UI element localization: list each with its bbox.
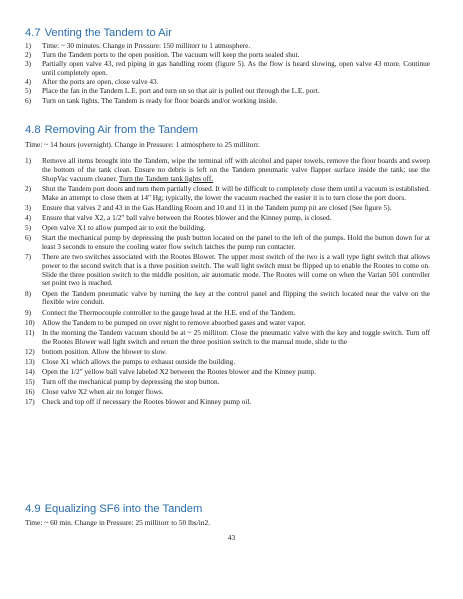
page-number: 43 [227,533,236,542]
step-number: 3) [25,202,32,212]
step-text: Connect the Thermocouple controller to the gauge head at the H.E. end of the Tandem. [42,307,296,317]
step-text: Place the fan in the Tandem L.E. port and turn on so that air is pulled out through the L.E. port. [42,86,320,96]
step-text: Allow the Tandem to be pumped on over night to remove absorbed gases and water vapor. [42,317,306,327]
step-text: Start the mechanical pump by depressing the push button located on the panel to the left of the pumps. Hold the button down for at least 3 seconds to ensure the cooling water flow switch latches the pump run contacter. [42,233,430,251]
venting-steps-list [25,42,430,106]
step-number: 2) [25,183,32,193]
step-text: Open the 1/2" yellow ball valve labeled X2 between the Rootes blower and the Kinney pump. [42,366,317,376]
section-heading-4-9 [25,503,202,516]
step-item [25,157,430,184]
section-number: 4.9 [25,503,41,515]
step-text: Ensure that valve X2, a 1/2" ball valve between the Rootes blower and the Kinney pump, is closed. [42,212,332,222]
step-item [25,358,430,367]
step-text: Turn on tank lights. The Tandem is ready for floor boards and/or working inside. [42,95,278,105]
step-number: 6) [25,95,32,105]
section-number: 4.8 [25,124,41,136]
step-text: Partially open valve 43, red piping in gas handling room (figure 5). As the flow is heard slowing, open valve 43 more. Continue until completely open. [42,59,430,78]
step-item [25,398,430,407]
section-heading-4-7 [25,27,172,40]
section-meta-4-9: Time: ~ 60 min. Change in Pressure: 25 millitorr to 50 lbs/in2. [25,518,211,527]
section-title: Removing Air from the Tandem [44,124,198,136]
step-item [25,204,430,213]
step-number: 1) [25,41,32,50]
step-number: 12) [25,346,35,356]
step-text: Shut the Tandem port doors and turn them partially closed. It will be difficult to completely close them until a vacuum is established. Make an attempt to close them at 14" Hg; typically, the lower the vacuum reached the easier it is to turn close the port doors. [42,183,430,202]
section-title: Venting the Tandem to Air [44,27,172,39]
step-item [25,234,430,252]
step-number: 11) [25,327,35,337]
section-number: 4.7 [25,27,41,39]
step-item [25,60,430,78]
step-item [25,329,430,347]
section-title: Equalizing SF6 into the Tandem [44,503,203,515]
step-text: Open the Tandem pneumatic valve by turning the key at the control panel and flipping the switch located near the valve on the flexible wire conduit. [42,288,430,307]
step-item [25,224,430,233]
step-text: There are two switches associated with the Rootes Blower. The upper most switch of the two is a wall type light switch that allows power to the second switch that is a three position switch. The wall light switch must be flipped up to enable the Rootes to come on. Slide the three position switch to the middle position, air automatic mode. The Rootes will come on when the Varian 501 controller set point two is reached. [42,251,430,288]
step-item [25,253,430,288]
step-number: 8) [25,288,32,298]
step-number: 16) [25,387,35,396]
step-text: Turn off the mechanical pump by depressing the stop button. [42,376,220,386]
step-number: 17) [25,397,35,407]
step-number: 5) [25,222,32,232]
step-text: Ensure that valves 2 and 43 in the Gas Handling Room and 10 and 11 in the Tandem pump pit are closed (See figure 5). [42,202,392,212]
step-item [25,290,430,308]
step-number: 9) [25,307,32,317]
step-underlined-note: Turn the Tandem tank lights off. [118,173,214,183]
step-item [25,319,430,328]
section-meta-4-8: Time: ~ 14 hours (overnight). Change in Pressure: 1 atmosphere to 25 millitorr. [25,140,260,149]
step-text: Time: ~ 30 minutes. Change in Pressure: 150 millitorr to 1 atmosphere. [42,41,251,50]
step-item [25,348,430,357]
step-number: 7) [25,251,32,261]
step-number: 5) [25,86,32,96]
step-text: In the morning the Tandem vacuum should be at ~ 25 millitorr. Close the pneumatic valve with the key and toggle switch. Turn off the Rootes Blower wall light switch and return the three position switch to the manual mode, slide to the [42,327,430,346]
step-number: 4) [25,77,32,87]
removing-air-steps-list [25,157,430,408]
step-item [25,309,430,318]
step-number: 4) [25,212,32,222]
step-item [25,185,430,203]
step-item [25,214,430,223]
step-item [25,97,430,106]
step-text: Open valve X1 to allow pumped air to exit the building. [42,222,206,232]
step-text: Close X1 which allows the pumps to exhaust outside the building. [42,356,236,366]
step-number: 6) [25,233,32,242]
step-number: 10) [25,317,35,327]
step-text: Close valve X2 when air no longer flows. [42,387,164,396]
step-item [25,378,430,387]
step-item [25,388,430,397]
step-number: 14) [25,366,35,376]
step-number: 3) [25,59,32,69]
step-text: Turn the Tandem ports to the open position. The vacuum will keep the ports sealed shut. [42,50,300,60]
step-text: Check and top off if necessary the Rootes blower and Kinney pump oil. [42,397,252,407]
step-number: 15) [25,376,35,386]
step-text: After the ports are open, close valve 43. [42,77,159,87]
step-text: Remove all items brought into the Tandem, wipe the terminal off with alcohol and paper towels, remove the floor boards and sweep the bottom of the tank clean. Ensure no debris is left on the Tandem pneumatic valve flapper surface inside the tank; use the ShopVac vacuum cleaner. [42,156,430,183]
step-number: 1) [25,156,32,165]
section-heading-4-8 [25,124,198,137]
step-item [25,368,430,377]
step-number: 2) [25,50,32,60]
step-text: bottom position. Allow the blower to slow. [42,346,167,356]
step-number: 13) [25,356,35,366]
